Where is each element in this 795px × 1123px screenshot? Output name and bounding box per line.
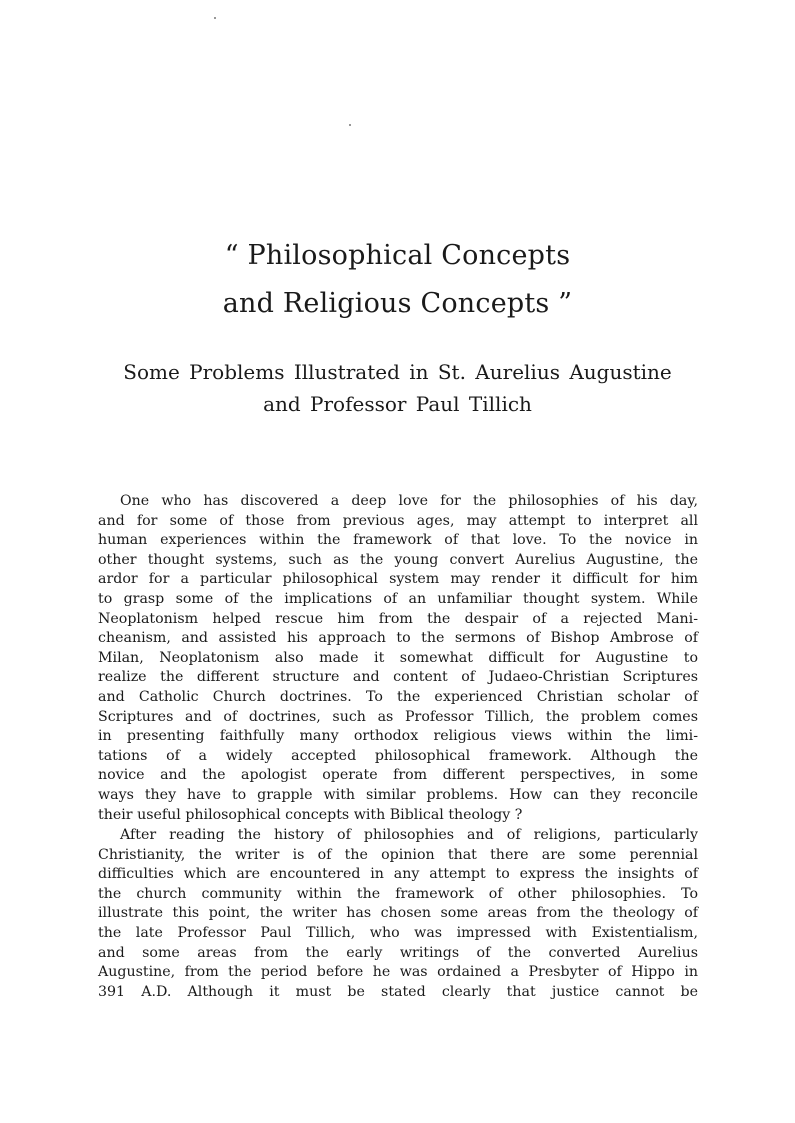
text-line: difficulties which are encountered in any attempt to express the insights of <box>98 866 698 883</box>
article-title-line-2: and Religious Concepts ” <box>222 288 573 319</box>
text-line: other thought systems, such as the young convert Aurelius Augustine, the <box>98 551 698 568</box>
text-line: 391 A.D. Although it must be stated clearly that justice cannot be <box>98 983 698 1000</box>
text-line: to grasp some of the implications of an unfamiliar thought system. While <box>98 590 698 607</box>
text-line: tations of a widely accepted philosophical framework. Although the <box>98 747 698 764</box>
text-line: realize the different structure and content of Judaeo-Christian Scriptures <box>98 669 698 686</box>
text-line: the church community within the framework of other philosophies. To <box>98 885 698 902</box>
text-line: cheanism, and assisted his approach to the sermons of Bishop Ambrose of <box>98 630 698 647</box>
text-line: and some areas from the early writings of the converted Aurelius <box>98 944 698 961</box>
text-line: their useful philosophical concepts with Biblical theology ? <box>98 806 523 823</box>
article-subtitle-line-1: Some Problems Illustrated in St. Aurelius Augustine <box>123 360 672 384</box>
text-line: ways they have to grapple with similar problems. How can they reconcile <box>98 786 698 803</box>
text-line: and for some of those from previous ages, may attempt to interpret all <box>98 512 698 529</box>
scan-speck <box>349 124 351 126</box>
text-line: One who has discovered a deep love for the philosophies of his day, <box>120 493 698 509</box>
text-line: the late Professor Paul Tillich, who was impressed with Existentialism, <box>98 924 698 941</box>
text-line: After reading the history of philosophies and of religions, particularly <box>120 827 698 843</box>
scan-speck <box>214 17 216 19</box>
text-line: Christianity, the writer is of the opinion that there are some perennial <box>98 846 698 863</box>
article-subtitle-line-2: and Professor Paul Tillich <box>263 392 532 416</box>
text-line: human experiences within the framework of that love. To the novice in <box>98 532 698 549</box>
text-line: ardor for a particular philosophical system may render it difficult for him <box>98 571 698 588</box>
text-line: Neoplatonism helped rescue him from the despair of a rejected Mani- <box>98 610 698 627</box>
text-line: in presenting faithfully many orthodox religious views within the limi- <box>98 728 698 745</box>
text-line: Scriptures and of doctrines, such as Professor Tillich, the problem comes <box>98 708 698 725</box>
text-line: novice and the apologist operate from different perspectives, in some <box>98 767 698 784</box>
text-line: Augustine, from the period before he was ordained a Presbyter of Hippo in <box>98 964 698 981</box>
body-paragraph-1 <box>98 492 698 825</box>
article-title-line-1: “ Philosophical Concepts <box>224 240 571 271</box>
body-paragraph-2 <box>98 826 698 1002</box>
text-line: and Catholic Church doctrines. To the experienced Christian scholar of <box>98 688 698 705</box>
text-line: Milan, Neoplatonism also made it somewhat difficult for Augustine to <box>98 649 698 666</box>
text-line: illustrate this point, the writer has chosen some areas from the theology of <box>98 905 698 922</box>
